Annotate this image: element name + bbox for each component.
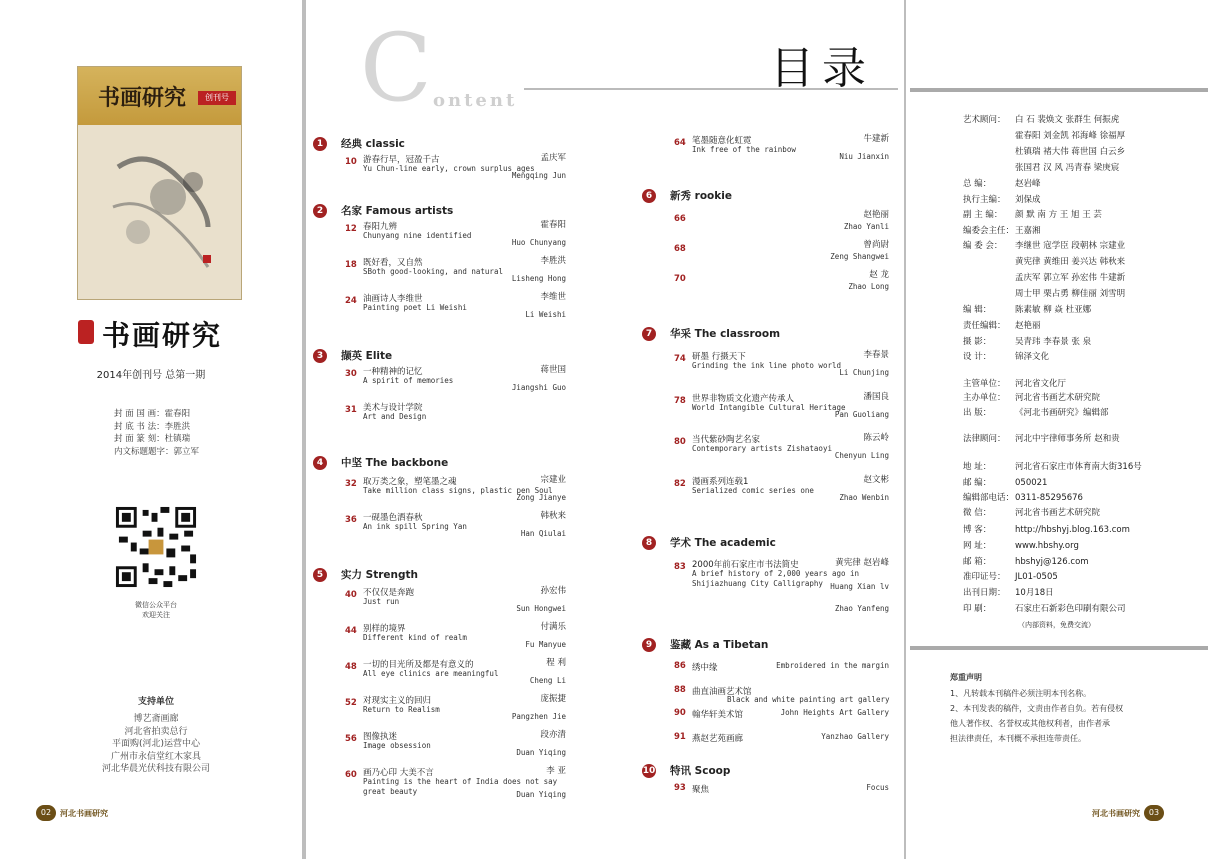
toc-page-number: 83 [674,562,686,572]
toc-entry-english: Embroidered in the margin [776,661,889,670]
masthead-label: 主管单位： [963,379,1006,389]
magazine-cover[interactable] [77,66,242,300]
toc-entry-english: World Intangible Cultural Heritage [692,402,846,412]
toc-entry-author-english: Lisheng Hong [511,274,566,283]
section-heading[interactable] [313,455,448,470]
support-heading: 支持单位 [137,697,174,707]
toc-entry-author-english: Mengqing Jun [511,171,566,180]
toc-entry-author-english: Li Weishi [525,310,566,319]
masthead-value[interactable]: hbshyj@126.com [1015,557,1089,567]
support-item: 平面购(河北)运营中心 [111,739,201,749]
toc-entry-author-english: Li Chunjing [839,368,889,377]
masthead-row [963,555,1089,567]
toc-page-number: 24 [345,296,357,306]
left-panel [0,0,302,859]
toc-entry-title: 曲直油画艺术馆 [692,686,752,697]
toc-page-number: 36 [345,515,357,525]
page-footer-title: 河北书画研究 [1092,808,1140,818]
masthead-row [963,406,1109,418]
masthead-row [963,113,1119,125]
masthead-value: 黄宪律 黄维田 姜兴达 韩秋来 [1015,257,1126,267]
section-number-badge: 8 [642,536,656,550]
masthead-value: 周士甲 栗占勇 柳佳丽 刘雪明 [1015,289,1126,299]
toc-entry-author-english: Zhao Long [848,282,889,291]
notice-line: 担法律责任，本刊概不承担连带责任。 [950,734,1086,743]
masthead-value: 石家庄石新彩色印刷有限公司 [1015,604,1126,614]
toc-entry-author-english: Duan Yiqing [516,790,566,799]
toc-page-number: 82 [674,478,686,489]
toc-entry-english: Painting is the heart of India does not say [363,777,558,786]
toc-page-number: 48 [345,662,357,672]
qr-code-icon[interactable] [113,504,199,590]
toc-entry-english: Just run [363,597,400,606]
toc-entry-title: 既好看，又自然 [363,258,423,268]
masthead-value: 杜镇瑞 褚大伟 蒋世国 白云乡 [1015,147,1126,157]
toc-entry-author: 韩秋来 [540,511,566,521]
page-number: 02 [36,805,56,821]
masthead-row [963,193,1041,205]
toc-entry-author: 庞振捷 [540,694,566,704]
masthead-note: （内部资料，免费交流） [1018,621,1095,629]
toc-page-number: 60 [345,770,357,780]
section-heading[interactable] [313,203,453,218]
toc-entry-author-english: Huang Xian lv [830,582,889,591]
masthead-value: 河北省石家庄市体育南大街316号 [1015,462,1142,472]
toc-entry-author: 李 亚 [546,766,566,776]
masthead-row [963,391,1100,403]
toc-page-number: 88 [674,684,686,695]
toc-entry-title: 画乃心印 大美不言 [363,768,434,778]
toc-entry-english: Different kind of realm [363,633,467,642]
toc-entry-title: 翰华轩美术馆 [692,710,744,720]
notice-line: 他人著作权、名誉权或其他权利者，由作者承 [950,719,1110,728]
toc-page-number: 32 [345,479,357,489]
toc-entry-author-english: Zhao Wenbin [839,492,889,502]
toc-entry-english: Take million class signs, plastic pen Soul [363,486,553,495]
toc-entry-author-english: Zeng Shangwei [830,252,889,261]
toc-entry-title: 漫画系列连载1 [692,476,749,487]
masthead-value: 刘保成 [1015,195,1041,205]
toc-entry-english: Ink free of the rainbow [692,145,796,154]
notice-heading: 郑重声明 [950,673,982,682]
toc-page-number: 12 [345,224,357,234]
masthead-row [963,161,1119,173]
toc-entry-author-english: Huo Chunyang [511,238,566,247]
masthead-label: 执行主编： [963,195,1006,205]
toc-entry-title: 一种精神的记忆 [363,367,423,377]
masthead-label: 副 主 编： [963,210,1003,220]
toc-entry-author: 李春景 [863,350,889,360]
toc-entry-author: 曾尚尉 [863,240,889,250]
masthead-row [963,432,1120,444]
masthead-row [963,224,1041,236]
toc-page-number: 10 [345,157,357,167]
notice-line: 2、本刊发表的稿件，文责由作者自负。若有侵权 [950,704,1124,713]
masthead-value: 霍春阳 刘金凯 祁海峰 徐福厚 [1015,131,1126,141]
masthead-row [963,208,1102,220]
toc-entry-author: 宗建业 [540,475,566,485]
toc-entry-author-english: Jiangshi Guo [511,383,566,392]
toc-entry-title: 研墨 行摄天下 [692,352,746,362]
toc-entry-author-english: Niu Jianxin [839,152,889,161]
page-footer-title: 河北书画研究 [60,808,108,818]
masthead-row [963,476,1047,488]
section-title: 经典 classic [341,138,405,150]
toc-entry-title: 燕赵艺苑画廊 [692,733,744,744]
section-title: 中坚 The backbone [341,457,449,469]
toc-entry-author-english: Pangzhen Jie [511,712,566,721]
section-title: 新秀 rookie [670,190,732,202]
masthead-value: 张国君 汉 风 冯青春 梁庚宸 [1015,163,1120,173]
section-number-badge: 10 [642,765,656,776]
cover-badge: 创刊号 [198,91,236,105]
toc-entry-title: 一砚墨色洒春秋 [363,513,423,523]
toc-entry-english: A spirit of memories [363,376,454,385]
section-heading[interactable] [642,637,768,652]
toc-entry-english: A brief history of 2,000 years ago in [692,569,860,578]
masthead-value: 河北省书画艺术研究院 [1015,508,1101,518]
toc-entry-title: 2000年前石家庄市书法简史 [692,560,799,570]
section-heading[interactable] [642,535,776,550]
masthead-label: 编 委 会： [963,241,1003,251]
section-heading[interactable] [642,763,730,778]
masthead-row [963,377,1066,389]
masthead-value: 赵岩峰 [1015,179,1041,189]
page-footer-right [1088,804,1164,822]
toc-entry-title: 世界非物质文化遗产传承人 [692,393,795,404]
toc-entry-english: Black and white painting art gallery [727,694,890,704]
toc-entry-english: Serialized comic series one [692,485,814,495]
toc-page-number: 66 [674,214,686,224]
cover-title: 书画研究 [98,85,187,111]
issue-line: 2014年创刊号 总第一期 [96,370,206,381]
masthead-value: 颜 默 南 方 王 旭 王 芸 [1015,210,1102,220]
toc-entry-english: great beauty [363,787,418,796]
support-item: 广州市永信堂红木家具 [110,751,201,762]
masthead-value: 陈素敏 柳 焱 杜亚娜 [1015,305,1092,315]
masthead-row [963,523,1130,535]
toc-entry-author-english: Duan Yiqing [516,748,566,757]
masthead-label: 编辑部电话： [963,493,1015,503]
toc-entry-author-english: Zhao Yanfeng [834,604,889,613]
toc-entry-author: 程 利 [546,658,566,668]
section-number-badge: 5 [313,568,327,582]
masthead-bottom-rule [910,646,1208,650]
toc-entry-english: Shijiazhuang City Calligraphy [692,579,823,588]
toc-entry-author: 黄宪律 赵岩峰 [835,558,889,568]
toc-entry-author: 潘国良 [863,391,889,402]
masthead-value: 《河北书画研究》编辑部 [1015,408,1109,418]
masthead-label: 设 计： [963,352,992,362]
toc-entry-english: SBoth good-looking, and natural [363,267,503,276]
masthead-label: 责任编辑： [963,321,1006,331]
masthead-label: 法律顾问： [963,434,1006,444]
masthead-value: 河北省文化厅 [1015,379,1067,389]
toc-page-number: 90 [674,708,686,718]
page-number: 03 [1144,805,1164,821]
section-title: 华采 The classroom [670,328,781,340]
section-number-badge: 7 [642,327,656,341]
notice-body [950,686,1123,746]
masthead-label: 主办单位： [963,393,1006,403]
credit-line: 封 面 国 画：霍春阳 [114,409,191,419]
masthead-value: 孟庆军 郭立军 孙宏伟 牛建新 [1015,273,1126,283]
masthead-row [963,539,1079,551]
toc-page-number: 56 [345,734,357,744]
masthead-label: 地 址： [963,462,992,472]
toc-entry-author-english: Chenyun Ling [834,451,889,460]
masthead-row [963,570,1058,582]
toc-entry-english: Focus [866,783,889,792]
toc-page-number: 91 [674,731,686,742]
toc-entry-english: Contemporary artists Zishataoyi [692,444,832,453]
masthead-value: 吴青玮 李春景 张 泉 [1015,337,1092,347]
support-item: 河北华晨光伏科技有限公司 [101,764,210,774]
masthead-label: 编委会主任： [963,226,1015,236]
masthead-label: 邮 箱： [963,557,992,567]
section-title: 实力 Strength [341,569,419,581]
toc-page-number: 64 [674,138,686,148]
masthead-value: 王嘉湘 [1015,226,1041,236]
section-number-badge: 9 [642,638,656,652]
toc-entry-author: 段亦清 [540,730,566,740]
magazine-logo: 书画研究 [102,319,223,352]
content-word: ontent [433,90,518,111]
toc-entry-english: Yanzhao Gallery [821,731,889,741]
masthead-label: 出刊日期： [963,588,1006,598]
toc-entry-title: 对现实主义的回归 [363,696,432,706]
toc-entry-author: 孟庆军 [540,153,566,163]
toc-page-number: 30 [345,369,357,379]
big-letter-c: C [360,14,432,123]
masthead-label: 准印证号： [963,572,1006,582]
masthead-row [963,335,1091,347]
toc-entry-author: 孙宏伟 [540,586,566,596]
masthead-label: 印 刷： [963,604,992,614]
masthead-value: 锦泽文化 [1015,352,1050,362]
toc-entry-english: An ink spill Spring Yan [363,522,467,531]
section-number-badge: 3 [313,349,327,363]
toc-entry-english: John Heights Art Gallery [780,708,889,717]
page-footer-left [36,804,112,822]
toc-entry-title: 美术与设计学院 [363,403,423,413]
toc-page-number: 31 [345,405,357,415]
toc-entry-title: 油画诗人李维世 [363,294,423,304]
masthead-label: 摄 影： [963,337,992,347]
toc-entry-title: 聚焦 [692,785,710,795]
toc-page-number: 93 [674,783,686,793]
masthead-value: 赵艳丽 [1015,321,1041,331]
section-heading[interactable] [313,567,418,582]
toc-entry-author-english: Zhao Yanli [843,222,889,231]
section-heading[interactable] [642,188,732,203]
credit-line: 封 底 书 法：李胜洪 [114,421,191,432]
masthead-row [963,491,1083,503]
masthead-label: 编 辑： [963,305,992,315]
section-number-badge: 2 [313,204,327,218]
qr-caption [0,600,312,620]
toc-entry-title: 绣中缘 [692,663,718,673]
toc-entry-author: 李胜洪 [540,256,566,266]
support-item: 博艺斋画廊 [133,714,179,724]
credit-line: 内文标题题字：郭立军 [114,446,200,457]
section-title: 名家 Famous artists [341,205,454,217]
toc-entry-title: 游春行早，冠盈千古 [363,155,440,165]
toc-entry-author: 蒋世国 [540,365,566,375]
masthead-row [963,177,1041,189]
masthead-value: 河北中宇律师事务所 赵和贵 [1015,434,1120,444]
toc-entry-author: 李维世 [540,292,566,302]
toc-entry-author: 牛建新 [863,134,889,144]
masthead-value: 白 石 裴焕文 张群生 何振虎 [1015,115,1120,125]
section-heading[interactable] [313,136,405,151]
toc-entry-english: Image obsession [363,741,431,750]
toc-entry-title: 图像执迷 [363,732,398,742]
toc-entry-author-english: Zong Jianye [516,493,566,502]
toc-page-number: 78 [674,395,686,406]
toc-entry-english: Art and Design [363,412,427,421]
logo-seal-icon [78,320,94,344]
ink-painting-image [108,137,218,277]
toc-page-number: 40 [345,590,357,600]
masthead-row [963,287,1125,299]
toc-entry-english: Chunyang nine identified [363,231,472,240]
toc-entry-author-english: Cheng Li [529,676,566,685]
masthead-label: 艺术顾问： [963,115,1006,125]
toc-entry-title: 春阳九辨 [363,222,398,232]
toc-entry-author: 付满乐 [540,622,566,632]
masthead-value: 李继世 寇学臣 段朝林 宗建业 [1015,241,1126,251]
toc-entry-title: 当代紫砂陶艺名家 [692,435,761,445]
toc-entry-title: 不仅仅是奔跑 [363,588,415,598]
masthead-label: 博 客： [963,525,992,535]
support-item: 河北省拍卖总行 [124,726,188,737]
section-heading[interactable] [642,326,780,341]
masthead-row [963,586,1054,598]
toc-entry-author: 赵文彬 [863,474,889,485]
toc-page-number: 52 [345,698,357,708]
masthead-value: 10月18日 [1015,588,1054,598]
toc-entry-title: 取万类之象，塑笔墨之魂 [363,477,457,487]
masthead-label: 邮 编： [963,478,992,488]
toc-entry-english: Grinding the ink line photo world [692,361,842,370]
masthead-label: 总 编： [963,179,992,189]
toc-page-number: 74 [674,354,686,364]
toc-entry-title: 笔墨随意化虹霓 [692,136,752,146]
toc-entry-english: Yu Chun-line early, crown surplus ages [363,164,535,173]
masthead-row [963,506,1100,518]
toc-page-number: 44 [345,626,357,636]
section-number-badge: 1 [313,137,327,151]
masthead-value[interactable]: www.hbshy.org [1015,541,1079,551]
masthead-row [963,145,1125,157]
masthead-row [963,350,1049,362]
masthead-row [963,239,1125,251]
masthead-value: 050021 [1015,478,1048,488]
masthead-value: JL01-0505 [1015,572,1058,582]
masthead-row [963,255,1125,267]
toc-entry-author: 赵艳丽 [863,210,889,220]
masthead-label: 出 版： [963,408,992,418]
cover-credits [114,408,199,458]
masthead-label: 微 信： [963,508,992,518]
toc-entry-title: 一切的目光所及都是有意义的 [363,660,474,670]
section-title: 鉴藏 As a Tibetan [670,639,769,651]
toc-entry-author: 霍春阳 [540,220,566,230]
section-number-badge: 4 [313,456,327,470]
toc-page-number: 70 [674,274,686,284]
masthead-row [963,271,1125,283]
section-title: 特讯 Scoop [670,765,731,777]
toc-entry-author-english: Han Qiulai [520,529,566,538]
notice-line: 1、凡转载本刊稿件必须注明本刊名称。 [950,689,1092,698]
masthead-row [963,602,1126,614]
toc-entry-english: Painting poet Li Weishi [363,303,467,312]
section-number-badge: 6 [642,189,656,203]
section-title: 撷英 Elite [341,350,393,362]
toc-entry-author-english: Sun Hongwei [516,604,566,613]
masthead-value[interactable]: http://hbshyj.blog.163.com [1015,525,1130,535]
masthead-value: 河北省书画艺术研究院 [1015,393,1101,403]
toc-entry-author: 陈云岭 [863,433,889,443]
toc-page-number: 68 [674,244,686,254]
masthead-row [963,303,1091,315]
qr-caption-line: 欢迎关注 [142,611,170,619]
toc-page-number: 86 [674,661,686,671]
toc-page-number: 80 [674,437,686,447]
support-list [0,713,312,776]
toc-entry-author-english: Pan Guoliang [834,409,889,419]
toc-entry-author-english: Fu Manyue [525,640,566,649]
toc-entry-english: Return to Realism [363,705,440,714]
toc-entry-english: All eye clinics are meaningful [363,669,499,678]
toc-heading: 目录 [770,43,874,94]
masthead-row [963,129,1125,141]
masthead-value: 0311-85295676 [1015,493,1083,503]
credit-line: 封 面 篆 刻：杜镇瑞 [114,434,191,444]
toc-entry-author: 赵 龙 [869,270,889,280]
toc-entry-title: 别样的境界 [363,624,406,634]
masthead-top-rule [910,88,1208,92]
masthead-label: 网 址： [963,541,992,551]
toc-page-number: 18 [345,260,357,270]
qr-caption-line: 微信公众平台 [135,601,177,609]
masthead-row [963,460,1142,472]
section-heading[interactable] [313,348,392,363]
section-title: 学术 The academic [670,537,776,549]
masthead-row [963,319,1041,331]
